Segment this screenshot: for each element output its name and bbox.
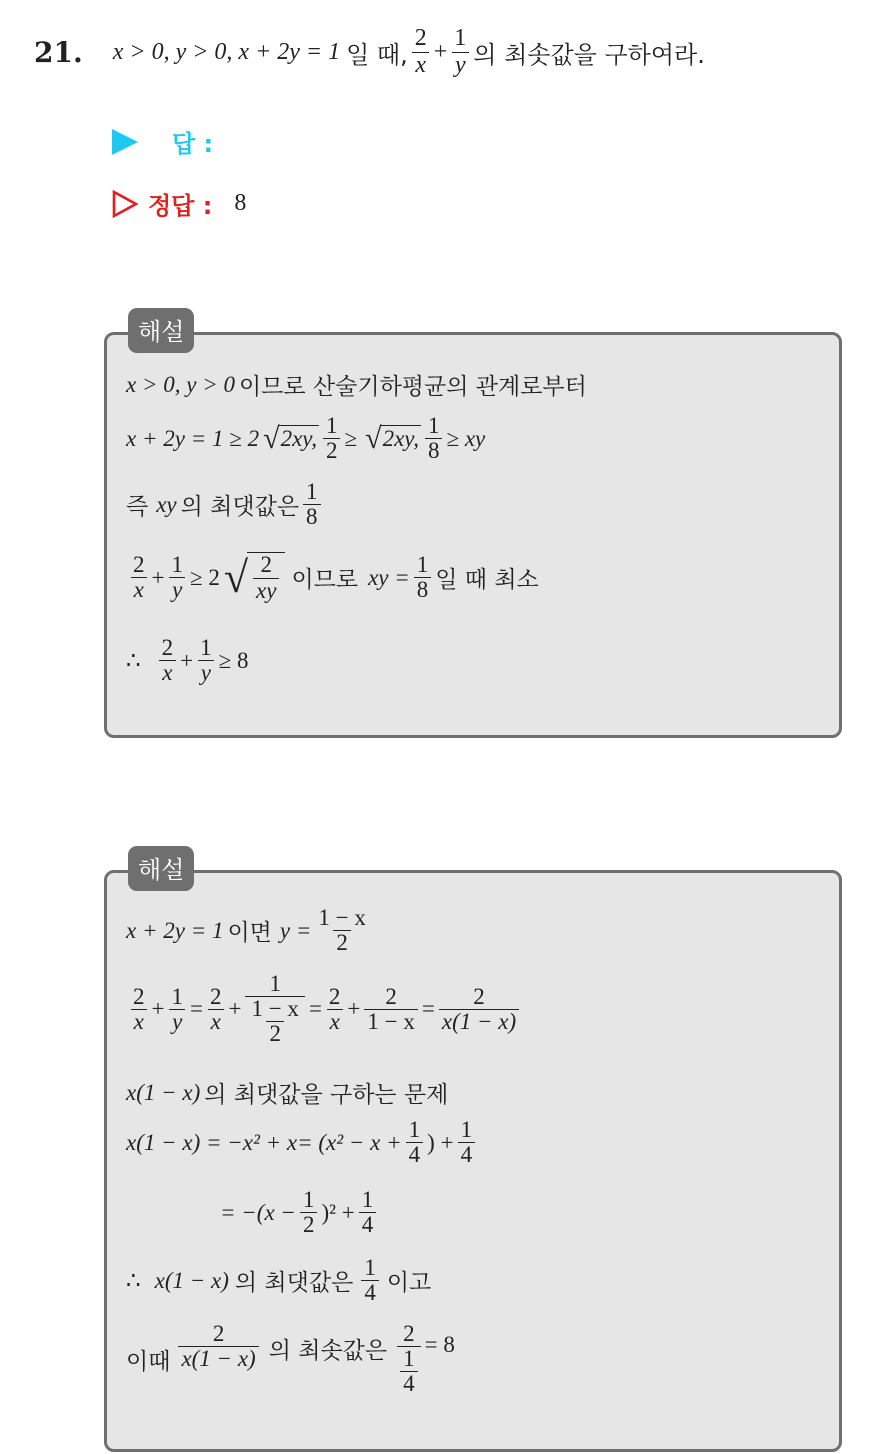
answer-label: 답 : <box>172 130 214 158</box>
question-condition: x > 0, y > 0, x + 2y = 1 <box>112 38 341 65</box>
correct-answer-row <box>112 186 246 221</box>
sol2-line-7: 이때 $\frac{2}{x(1 - x)}$ 의 최솟값은 $\frac{2}{\frac{1}{4}}$ = 8 <box>126 1321 455 1397</box>
sol1-line-3: 즉 xy 의 최댓값은 $\frac{1}{8}$ <box>126 480 325 529</box>
solution-tag-1: 해설 <box>128 308 194 353</box>
outline-triangle-icon <box>112 190 138 218</box>
play-triangle-icon <box>112 129 138 155</box>
sol1-line-1: x > 0, y > 0 이므로 산술기하평균의 관계로부터 <box>126 371 587 400</box>
sol2-line-6: ∴ x(1 − x) 의 최댓값은 $\frac{1}{4}$ 이고 <box>126 1255 432 1306</box>
plus-sign: + <box>433 38 448 65</box>
question-line <box>34 22 705 82</box>
correct-answer-value: 8 <box>234 190 247 216</box>
sol1-line-2: x + 2y = 1 ≥ 2 √ 2xy, $\frac{1}{2}$ ≥ √ 2xy, $\frac{1}{8}$ ≥ xy <box>126 413 486 464</box>
sol2-line-4: x(1 − x) = −x² + x= (x² − x + $\frac{1}{4}$ ) + $\frac{1}{4}$ <box>126 1118 479 1167</box>
sol2-line-3: x(1 − x) 의 최댓값을 구하는 문제 <box>126 1079 449 1108</box>
answer-row <box>112 124 213 159</box>
sol2-line-5: = −(x − $\frac{1}{2}$ )² + $\frac{1}{4}$ <box>220 1188 380 1237</box>
sol2-line-1: x + 2y = 1 이면 y = $\frac{1 - x}{2}$ <box>126 905 366 956</box>
solution-tag-2: 해설 <box>128 846 194 891</box>
question-fraction-2: $\frac{1}{y}$ <box>451 26 469 77</box>
question-condition-text: 일 때, <box>346 40 408 69</box>
sol1-line-4: $\frac{2}{x}$ + $\frac{1}{y}$ ≥ 2 √ $\frac{2}{xy}$ 이므로 xy = $\frac{1}{8}$ 일 때 최소 <box>126 552 539 603</box>
question-number: 21. <box>34 35 83 69</box>
correct-answer-label: 정답 : <box>148 192 213 220</box>
question-tail: 의 최솟값을 구하여라. <box>473 40 705 69</box>
question-fraction-1: $\frac{2}{x}$ <box>412 26 430 77</box>
sol1-line-5: ∴ $\frac{2}{x}$ + $\frac{1}{y}$ ≥ 8 <box>126 635 249 686</box>
sol2-line-2: $\frac{2}{x}$ + $\frac{1}{y}$ = $\frac{2}{x}$ + $\frac{1}{\frac{1 - x}{2}}$ = $\frac{2}{x}$ + $\frac{2}{1 - x}$ = $\frac{2}{x(1 - x)}$ <box>126 972 523 1046</box>
